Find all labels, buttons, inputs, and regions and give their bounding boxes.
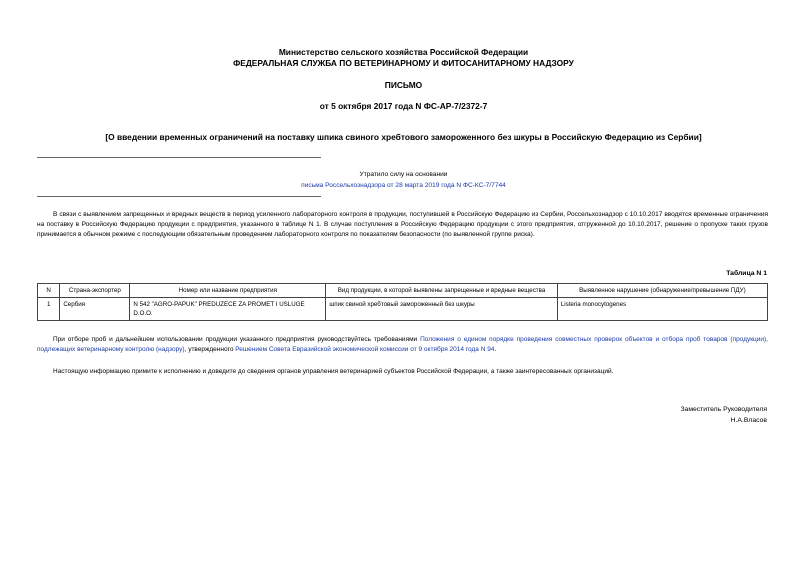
requirements-lead: При отборе проб и дальнейшем использовании продукции указанного предприятия руководствуйтесь требованиями <box>53 336 421 343</box>
service-title: ФЕДЕРАЛЬНАЯ СЛУЖБА ПО ВЕТЕРИНАРНОМУ И ФИТОСАНИТАРНОМУ НАДЗОРУ <box>233 58 574 68</box>
repeal-link[interactable]: письма Россельхознадзора от 28 марта 2019 года N ФС-КС-7/7744 <box>301 182 506 189</box>
header-country: Страна-экспортер <box>60 284 130 298</box>
header-number: N <box>38 284 60 298</box>
regulation-link[interactable]: Положения о едином порядке проведения совместных проверок объектов и отбора проб товаров (продукции), подлежащих ветеринарному контролю (надзору) <box>37 336 768 353</box>
table-caption: Таблица N 1 <box>726 270 767 277</box>
cell-number: 1 <box>38 298 60 321</box>
cell-violation: Listeria monocytogenes <box>557 298 767 321</box>
decision-link[interactable]: Решением Совета Евразийской экономической комиссии от 9 октября 2014 года N 94 <box>235 346 495 353</box>
requirements-mid: , утвержденного <box>184 346 236 353</box>
signatory-name: Н.А.Власов <box>730 417 767 424</box>
separator-top <box>37 157 321 158</box>
requirements-end: . <box>494 346 497 353</box>
table-header-row <box>38 284 768 298</box>
cell-enterprise: N 542 "AGRO-PAPUK" PREDUZECE ZA PROMET I USLUGE D.O.O. <box>130 298 326 321</box>
cell-product: шпик свиной хребтовый замороженный без шкуры <box>326 298 557 321</box>
repeal-note: Утратило силу на основании <box>359 171 448 178</box>
document-date-number: от 5 октября 2017 года N ФС-АР-7/2372-7 <box>319 101 488 111</box>
signatory-title: Заместитель Руководителя <box>680 406 767 413</box>
paragraph-requirements <box>37 335 768 355</box>
separator-bottom <box>37 196 321 197</box>
paragraph-intro: В связи с выявлением запрещенных и вредных веществ в период усиленного лабораторного контроля в продукции, поступившей в Российскую Федерацию из Сербии, Россельхознадзор с 10.10.2017 вводятся временные ограничения на поставку в Российскую Федерацию продукции с предприятия, указанного в таблице N 1. В случае поступления в Российскую Федерацию продукции с этого предприятия, отгруженной до 10.10.2017, решение о пропуске таких грузов принимается в обычном режиме с последующим обязательным проведением лабораторного контроля по показателям безопасности (по выявленной группе риска). <box>37 211 768 238</box>
header-violation: Выявленное нарушение (обнаружение/превышение ПДУ) <box>557 284 767 298</box>
restrictions-table <box>37 283 768 321</box>
header-product: Вид продукции, в которой выявлены запрещенные и вредные вещества <box>326 284 557 298</box>
document-type: ПИСЬМО <box>384 80 423 90</box>
cell-country: Сербия <box>60 298 130 321</box>
header-enterprise: Номер или название предприятия <box>130 284 326 298</box>
table-row <box>38 298 768 321</box>
ministry-title: Министерство сельского хозяйства Российской Федерации <box>278 47 529 57</box>
document-subject: [О введении временных ограничений на поставку шпика свиного хребтового замороженного без шкуры в Российскую Федерацию из Сербии] <box>105 132 702 142</box>
paragraph-closing: Настоящую информацию примите к исполнению и доведите до сведения органов управления ветеринарией субъектов Российской Федерации, а также заинтересованных организаций. <box>53 368 614 375</box>
